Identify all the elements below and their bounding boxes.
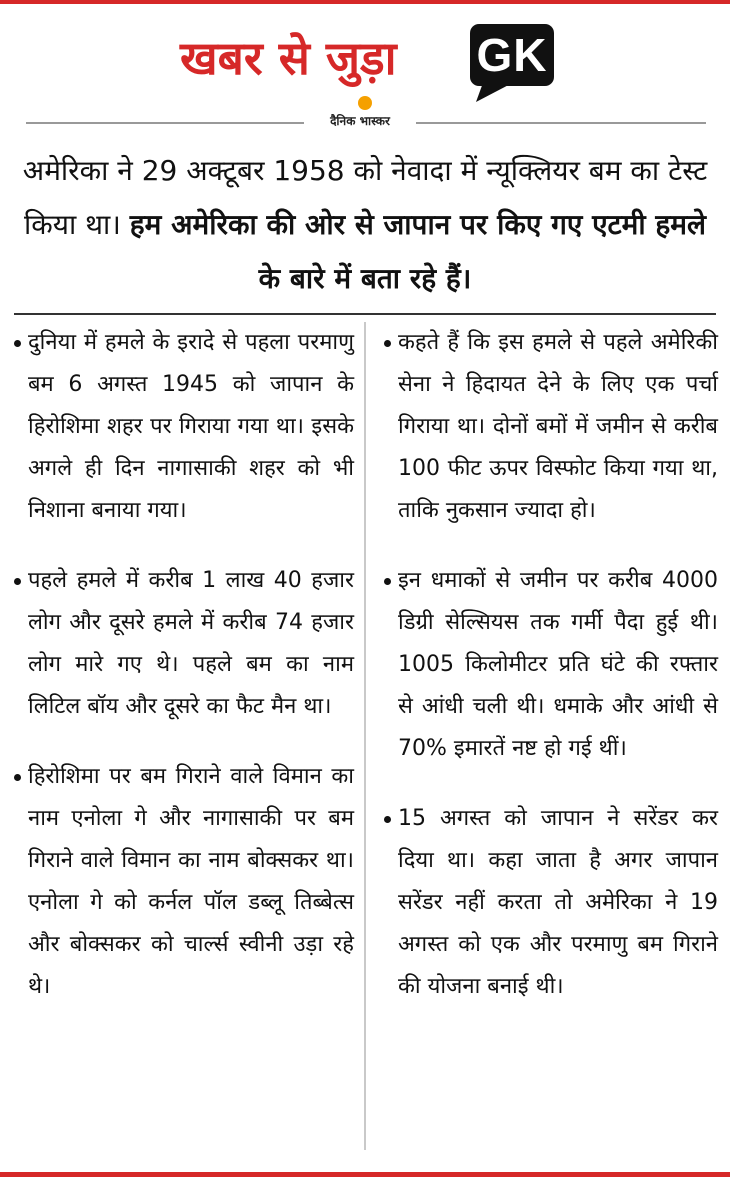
list-item <box>384 560 718 770</box>
bullet-icon <box>14 774 21 781</box>
brand-logo-text: दैनिक भास्कर <box>330 114 390 128</box>
list-item <box>384 322 718 532</box>
fact-text: इन धमाकों से जमीन पर करीब 4000 डिग्री सेल्सियस तक गर्मी पैदा हुई थी। 1005 किलोमीटर प्रति घंटे की रफ्तार से आंधी चली थी। धमाके और आंधी से 70% इमारतें नष्ट हो गई थीं। <box>398 568 718 761</box>
top-accent-bar <box>0 0 730 4</box>
fact-text: 15 अगस्त को जापान ने सरेंडर कर दिया था। कहा जाता है अगर जापान सरेंडर नहीं करता तो अमेरिका ने 19 अगस्त को एक और परमाणु बम गिराने की योजना बनाई थी। <box>398 806 718 999</box>
brand-divider-right <box>416 122 706 124</box>
header <box>0 22 730 102</box>
column-divider <box>364 322 366 1150</box>
list-item <box>14 756 354 1008</box>
bottom-accent-bar <box>0 1172 730 1177</box>
fact-text: दुनिया में हमले के इरादे से पहला परमाणु बम 6 अगस्त 1945 को जापान के हिरोशिमा शहर पर गिराया गया था। इसके अगले ही दिन नागासाकी शहर को भी निशाना बनाया गया। <box>28 330 354 523</box>
bullet-icon <box>14 578 21 585</box>
bullet-icon <box>384 578 391 585</box>
fact-text: हिरोशिमा पर बम गिराने वाले विमान का नाम एनोला गे और नागासाकी पर बम गिराने वाले विमान का नाम बोक्सकर था। एनोला गे को कर्नल पॉल डब्लू तिब्बेत्स और बोक्सकर को चार्ल्स स्वीनी उड़ा रहे थे। <box>28 764 354 999</box>
brand-dot-icon <box>358 96 372 110</box>
intro-paragraph <box>20 144 710 306</box>
brand-row <box>0 96 730 136</box>
bullet-icon <box>384 340 391 347</box>
list-item <box>14 322 354 532</box>
fact-text: कहते हैं कि इस हमले से पहले अमेरिकी सेना ने हिदायत देने के लिए एक पर्चा गिराया था। दोनों बमों में जमीन से करीब 100 फीट ऊपर विस्फोट किया गया था, ताकि नुकसान ज्यादा हो। <box>398 330 718 523</box>
gk-badge: GK <box>470 24 554 86</box>
intro-text: अमेरिका ने 29 अक्टूबर 1958 को नेवादा में न्यूक्लियर बम का टेस्ट किया था। <box>22 154 708 241</box>
gk-speech-bubble-icon <box>470 24 556 104</box>
intro-bold-text: हम अमेरिका की ओर से जापान पर किए गए एटमी हमले के बारे में बता रहे हैं। <box>129 208 707 295</box>
page-title: खबर से जुड़ा <box>180 31 397 85</box>
fact-text: पहले हमले में करीब 1 लाख 40 हजार लोग और दूसरे हमले में करीब 74 हजार लोग मारे गए थे। पहले बम का नाम लिटिल बॉय और दूसरे का फैट मैन था। <box>28 568 354 719</box>
list-item <box>14 560 354 728</box>
left-column <box>14 322 354 1036</box>
section-divider <box>14 313 716 315</box>
brand-divider-left <box>26 122 304 124</box>
right-column <box>384 322 718 1036</box>
bullet-icon <box>384 816 391 823</box>
list-item <box>384 798 718 1008</box>
bullet-icon <box>14 340 21 347</box>
